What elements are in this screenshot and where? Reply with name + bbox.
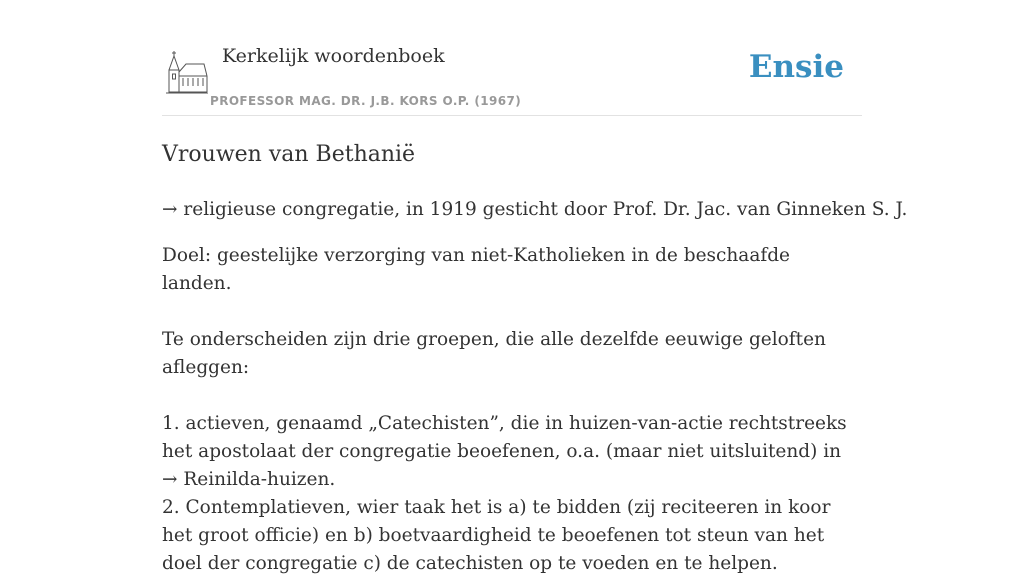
reference-text: religieuse congregatie, in 1919 gesticht door Prof. Dr. Jac. van Ginneken S. J. (183, 199, 908, 220)
entry-body (162, 242, 862, 578)
book-title[interactable]: Kerkelijk woordenboek (222, 45, 445, 67)
ensie-logo-link[interactable]: Ensie (748, 49, 844, 85)
site-header (162, 40, 862, 116)
paragraph-gap (162, 298, 862, 326)
list-item: 2. Contemplatieven, wier taak het is a) te bidden (zij reciteeren in koor het groot officie) en b) boetvaardigheid te beoefenen tot steun van het doel der congregatie c) de catechisten op te voeden en te helpen. (162, 497, 831, 574)
arrow-right-icon: → (162, 199, 178, 220)
paragraph-groepen: Te onderscheiden zijn drie groepen, die alle dezelfde eeuwige geloften afleggen: (162, 329, 826, 378)
paragraph-doel: Doel: geestelijke verzorging van niet-Katholieken in de beschaafde landen. (162, 245, 790, 294)
list-item-text: 1. actieven, genaamd „Catechisten”, die in huizen-van-actie rechtstreeks het apostolaat der congregatie beoefenen, o.a. (maar niet uitsluitend) in (162, 413, 847, 462)
entry-title: Vrouwen van Bethanië (162, 142, 416, 167)
list-item (162, 410, 862, 494)
church-icon[interactable] (166, 50, 208, 94)
entry-reference (162, 196, 908, 224)
paragraph-gap (162, 382, 862, 410)
book-author: PROFESSOR MAG. DR. J.B. KORS O.P. (1967) (210, 94, 522, 108)
entry-content (162, 138, 908, 578)
reinilda-huizen-link[interactable]: → Reinilda-huizen. (162, 469, 336, 490)
